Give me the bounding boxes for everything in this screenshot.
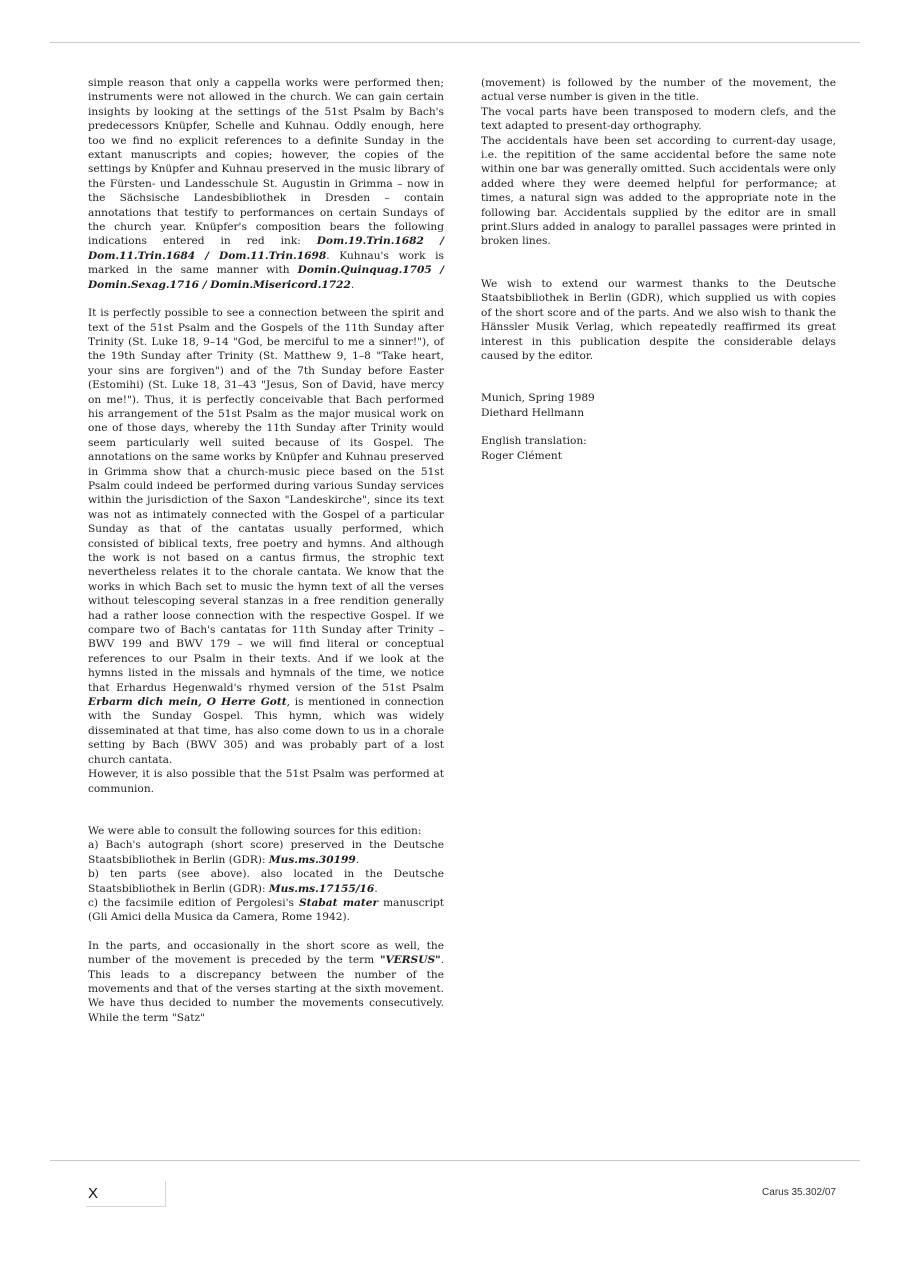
source-item: a) Bach's autograph (short score) preserved in the Deutsche Staatsbibliothek in Berlin (GDR): Mus.ms.30199. [88,839,444,866]
sources-intro: We were able to consult the following sources for this edition: [88,824,422,837]
page-number: X [86,1181,166,1207]
top-rule [50,42,860,43]
source-item: b) ten parts (see above). also located in the Deutsche Staatsbibliothek in Berlin (GDR): Mus.ms.17155/16. [88,868,444,895]
place-date: Munich, Spring 1989 [481,392,595,405]
acknowledgements: We wish to extend our warmest thanks to the Deutsche Staatsbibliothek in Berlin (GDR), which supplied us with copies of the short score and of the parts. And we also wish to thank the Hänssler Musik Verlag, which repeatedly reaffirmed its great interest in this publication despite the considerable delays caused by the editor. [481,277,836,362]
paragraph: The accidentals have been set according to current-day usage, i.e. the repitition of the same accidental before the same note within one bar was generally omitted. Such accidentals were only added where they were deemed helpful for performance; at times, a natural sign was added to the appropriate note in the following bar. Accidentals supplied by the editor are in small print.Slurs added in analogy to parallel passages were printed in broken lines. [481,134,836,248]
paragraph: (movement) is followed by the number of the movement, the actual verse number is given in the title. [481,77,836,104]
source-item: c) the facsimile edition of Pergolesi's Stabat mater manuscript (Gli Amici della Musica da Camera, Rome 1942). [88,896,444,924]
paragraph: In the parts, and occasionally in the short score as well, the number of the movement is preceded by the term "VERSUS". This leads to a discrepancy between the number of the movements and that of the verses starting at the sixth movement. We have thus decided to number the movements consecutively. While the term "Satz" [88,939,444,1024]
paragraph: The vocal parts have been transposed to modern clefs, and the text adapted to present-day orthography. [481,105,836,133]
paragraph: simple reason that only a cappella works were performed then; instruments were not allowed in the church. We can gain certain insights by looking at the settings of the 51st Psalm by Bach's predecessors Knüpfer, Schelle and Kuhnau. Oddly enough, here too we find no explicit references to a definite Sunday in the extant manuscripts and copies; however, the copies of the settings by Knüpfer and Kuhnau preserved in the music library of the Fürsten- und Landesschule St. Augustin in Grimma – now in the Sächsische Landesbibliothek in Dresden – contain annotations that testify to performances on certain Sundays of the church year. Knüpfer's composition bears the following indications entered in red ink: Dom.19.Trin.1682 / Dom.11.Trin.1684 / Dom.11.Trin.1698. Kuhnau's work is marked in the same manner with Domin.Quinquag.1705 / Domin.Sexag.1716 / Domin.Misericord.1722. [88,77,444,291]
paragraph: However, it is also possible that the 51st Psalm was performed at communion. [88,768,444,795]
catalog-number: Carus 35.302/07 [762,1187,836,1198]
author-name: Diethard Hellmann [481,406,585,419]
left-column [88,76,444,1025]
translation-label: English translation: [481,435,587,448]
right-column [481,76,836,463]
bottom-rule [50,1160,860,1161]
translator-name: Roger Clément [481,449,562,462]
paragraph: It is perfectly possible to see a connection between the spirit and text of the 51st Psalm and the Gospels of the 11th Sunday after Trinity (St. Luke 18, 9–14 "God, be merciful to me a sinner!"), of the 19th Sunday after Trinity (St. Matthew 9, 1–8 "Take heart, your sins are forgiven") and of the 7th Sunday before Easter (Estomihi) (St. Luke 18, 31–43 "Jesus, Son of David, have mercy on me!"). Thus, it is perfectly conceivable that Bach performed his arrangement of the 51st Psalm as the major musical work on one of those days, whereby the 11th Sunday after Trinity would seem particularly well suited because of its Gospel. The annotations on the same works by Knüpfer and Kuhnau preserved in Grimma show that a church-music piece based on the 51st Psalm could indeed be performed during various Sunday services within the jurisdiction of the Saxon "Landeskirche", since its text was not as intimately connected with the Gospel of a particular Sunday as that of the cantatas usually performed, which consisted of biblical texts, free poetry and hymns. And although the work is not based on a cantus firmus, the strophic text nevertheless relates it to the chorale cantata. We know that the works in which Bach set to music the hymn text of all the verses without telescoping several stanzas in a free rendition generally had a rather loose connection with the respective Gospel. If we compare two of Bach's cantatas for 11th Sunday after Trinity – BWV 199 and BWV 179 – we will find literal or conceptual references to our Psalm in their texts. And if we look at the hymns listed in the missals and hymnals of the time, we notice that Erhardus Hegenwald's rhymed version of the 51st Psalm Erbarm dich mein, O Herre Gott, is mentioned in connection with the Sunday Gospel. This hymn, which was widely disseminated at that time, has also come down to us in a chorale setting by Bach (BWV 305) and was probably part of a lost church cantata. [88,307,445,766]
